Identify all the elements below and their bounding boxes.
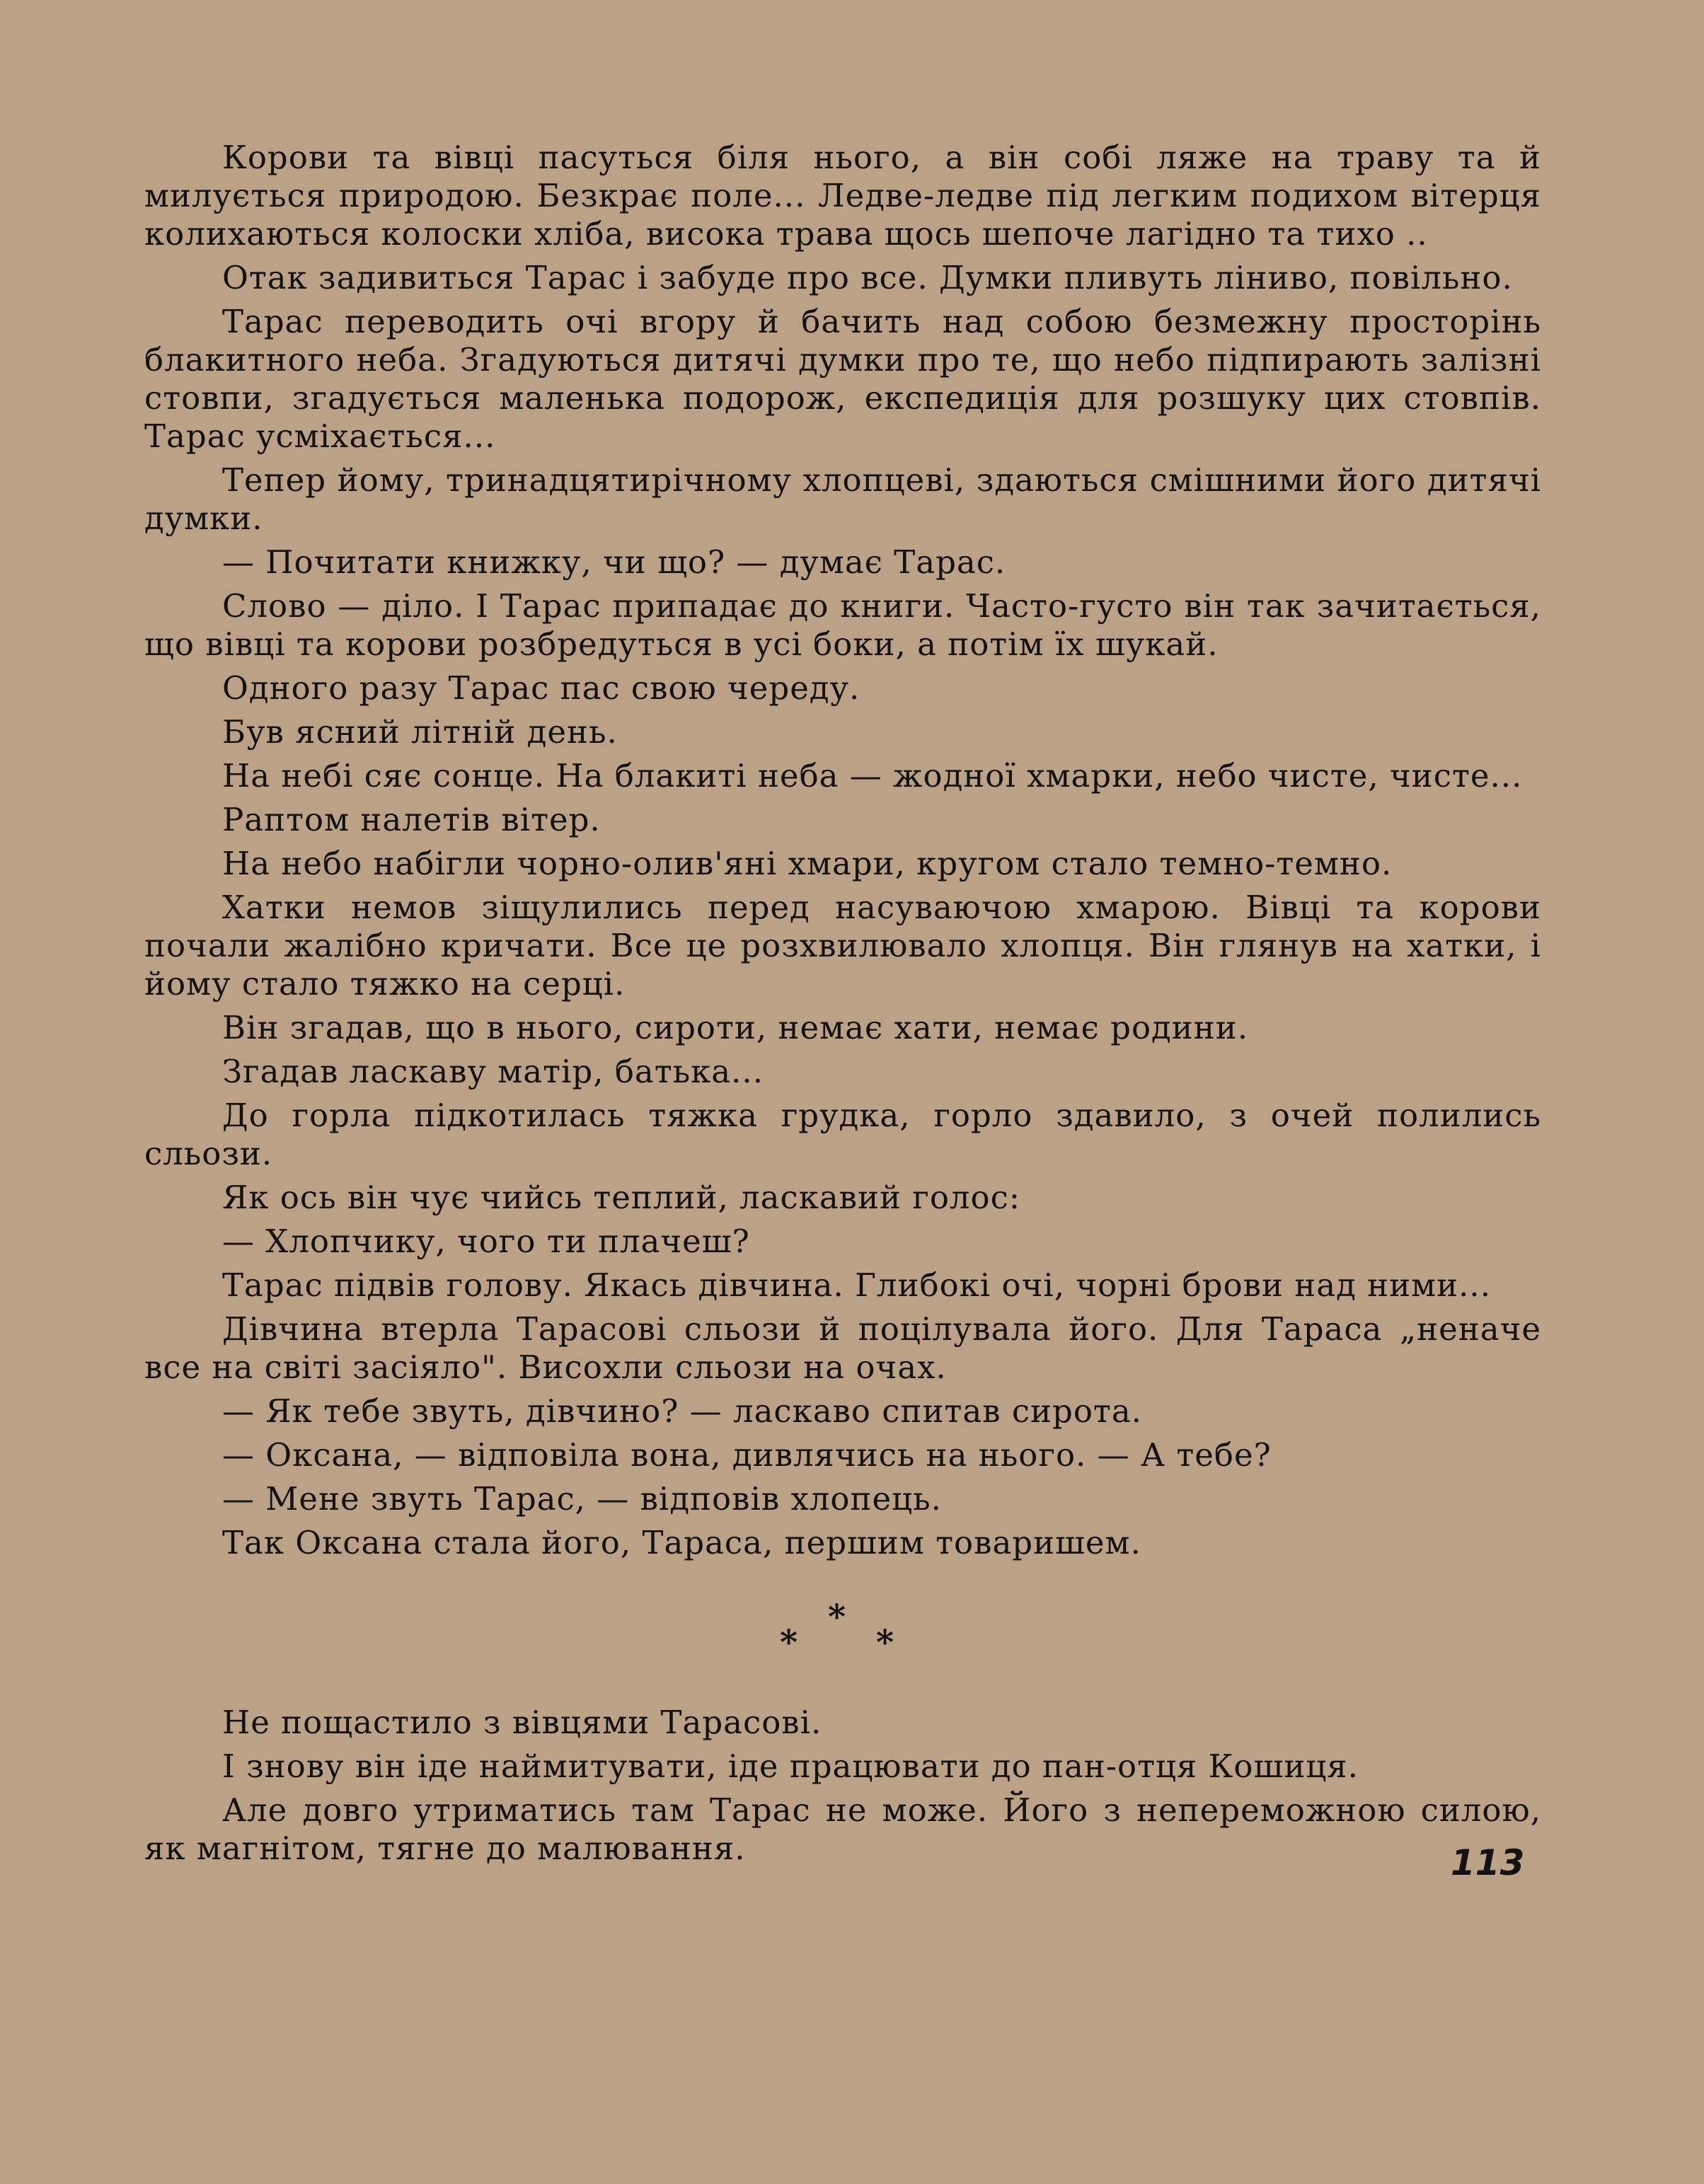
paragraph: На небо набігли чорно-олив'яні хмари, кругом стало темно-темно. (222, 845, 1393, 882)
paragraph: Раптом налетів вітер. (222, 801, 601, 838)
text-before-break (144, 139, 1541, 1562)
paragraph: — Оксана, — відповіла вона, дивлячись на нього. — А тебе? (222, 1436, 1272, 1474)
paragraph: — Почитати книжку, чи що? — думає Тарас. (222, 543, 1006, 581)
section-break (144, 1597, 1541, 1682)
paragraph: Так Оксана стала його, Тараса, першим товаришем. (222, 1524, 1141, 1561)
paragraph: Але довго утриматись там Тарас не може. Його з непереможною силою, як магнітом, тягне до малювання. (144, 1791, 1541, 1867)
paragraph: Слово — діло. І Тарас припадає до книги. Часто-густо він так зачитається, що вівці та корови розбредуться в усі боки, а потім їх шукай. (144, 587, 1541, 663)
paragraph: На небі сяє сонце. На блакиті неба — жодної хмарки, небо чисте, чисте... (222, 757, 1523, 795)
paragraph: — Хлопчику, чого ти плачеш? (222, 1223, 750, 1260)
paragraph: Як ось він чує чийсь теплий, ласкавий голос: (222, 1179, 1020, 1216)
paragraph: Корови та вівці пасуться біля нього, а він собі ляже на траву та й милується природою. Безкрає поле... Ледве-ледве під легким подихом вітерця колихаються колоски хліба, висока трава щось шепоче лагідно та тихо .. (144, 139, 1541, 253)
asterisk: * (828, 1597, 846, 1637)
paragraph: Тепер йому, тринадцятирічному хлопцеві, здаються смішними його дитячі думки. (144, 461, 1541, 537)
paragraph: Згадав ласкаву матір, батька... (222, 1053, 764, 1090)
page-number: 113 (1451, 1842, 1525, 1883)
text-after-break (144, 1704, 1541, 1868)
paragraph: Тарас переводить очі вгору й бачить над собою безмежну просторінь блакитного неба. Згадуються дитячі думки про те, що небо підпирають залізні стовпи, згадується маленька подорож, експедиція для розшуку цих стовпів. Тарас усміхається... (144, 303, 1541, 455)
paragraph: Не пощастило з вівцями Тарасові. (222, 1704, 822, 1741)
paragraph: Дівчина втерла Тарасові сльози й поцілувала його. Для Тараса „неначе все на світі засіяло". Висохли сльози на очах. (144, 1310, 1541, 1386)
asterisk: * (780, 1623, 798, 1663)
paragraph: — Як тебе звуть, дівчино? — ласкаво спитав сирота. (222, 1392, 1142, 1430)
asterisk: * (876, 1623, 894, 1663)
paragraph: І знову він іде наймитувати, іде працювати до пан-отця Кошиця. (222, 1747, 1359, 1785)
paragraph: Тарас підвів голову. Якась дівчина. Глибокі очі, чорні брови над ними... (222, 1266, 1492, 1304)
paragraph: Він згадав, що в нього, сироти, немає хати, немає родини. (222, 1009, 1249, 1046)
paragraph: — Мене звуть Тарас, — відповів хлопець. (222, 1480, 942, 1518)
paragraph: Був ясний літній день. (222, 713, 618, 751)
paragraph: До горла підкотилась тяжка грудка, горло здавило, з очей полились сльози. (144, 1097, 1541, 1172)
paragraph: Хатки немов зіщулились перед насуваючою хмарою. Вівці та корови почали жалібно кричати. Все це розхвилювало хлопця. Він глянув на хатки, і йому стало тяжко на серці. (144, 889, 1541, 1003)
page-body (144, 139, 1541, 1873)
paragraph: Отак задивиться Тарас і забуде про все. Думки пливуть ліниво, повільно. (222, 259, 1513, 296)
paragraph: Одного разу Тарас пас свою череду. (222, 669, 860, 707)
